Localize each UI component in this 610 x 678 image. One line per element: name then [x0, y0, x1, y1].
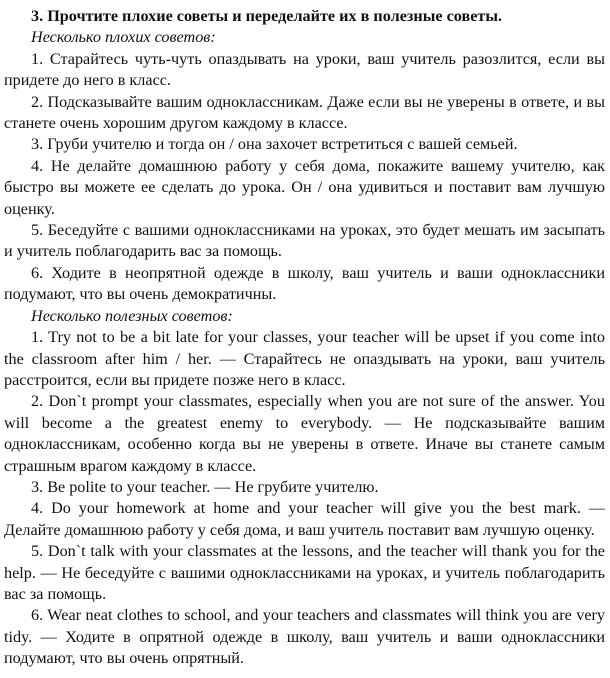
good-advice-item-6: 6. Wear neat clothes to school, and your teachers and classmates will think you are very tidy. — Ходите в опрятной одежде в школу, ваш учитель и ваши одноклассники подумают, что вы очень опрятный. [4, 606, 605, 668]
bad-advice-item-1: 1. Старайтесь чуть-чуть опаздывать на уроки, ваш учитель разозлится, если вы придете до него в класс. [4, 49, 605, 90]
bad-advice-item-4: 4. Не делайте домашнюю работу у себя дома, покажите вашему учителю, как быстро вы можете ее сделать до урока. Он / она удивиться и поставит вам лучшую оценку. [4, 156, 605, 218]
bad-advice-heading: Несколько плохих советов: [31, 28, 216, 47]
good-advice-item-1: 1. Try not to be a bit late for your classes, your teacher will be upset if you come into the classroom after him / her. — Старайтесь не опаздывать на уроки, ваш учитель расстроится, если вы придете позже него в класс. [4, 328, 605, 389]
good-advice-item-5: 5. Don`t talk with your classmates at the lessons, and the teacher will thank you for the help. — Не беседуйте с вашими одноклассниками на уроках, и учитель поблагодарить вас за помощь. [4, 542, 605, 603]
good-advice-item-3: 3. Be polite to your teacher. — Не грубите учителю. [31, 477, 379, 496]
good-advice-heading: Несколько полезных советов: [31, 306, 233, 325]
good-advice-item-2: 2. Don`t prompt your classmates, especially when you are not sure of the answer. You will become a the greatest enemy to everybody. — Не подсказывайте вашим одноклассникам, особенно когда вы не уверены в ответе. Иначе вы станете самым страшным врагом каждому в классе. [4, 392, 605, 475]
bad-advice-item-6: 6. Ходите в неопрятной одежде в школу, ваш учитель и ваши одноклассники подумают, что вы очень демократичны. [4, 263, 605, 304]
bad-advice-item-3: 3. Груби учителю и тогда он / она захочет встретиться с вашей семьей. [31, 135, 518, 154]
bad-advice-item-5: 5. Беседуйте с вашими одноклассниками на уроках, это будет мешать им засыпать и учитель поблагодарить вас за помощь. [4, 221, 605, 261]
good-advice-item-4: 4. Do your homework at home and your teacher will give you the best mark. — Делайте домашнюю работу у себя дома, и ваш учитель поставит вам лучшую оценку. [4, 499, 605, 539]
bad-advice-item-2: 2. Подсказывайте вашим одноклассникам. Даже если вы не уверены в ответе, и вы станете очень хорошим другом каждому в классе. [4, 92, 605, 133]
exercise-title: 3. Прочтите плохие советы и переделайте их в полезные советы. [31, 7, 503, 25]
